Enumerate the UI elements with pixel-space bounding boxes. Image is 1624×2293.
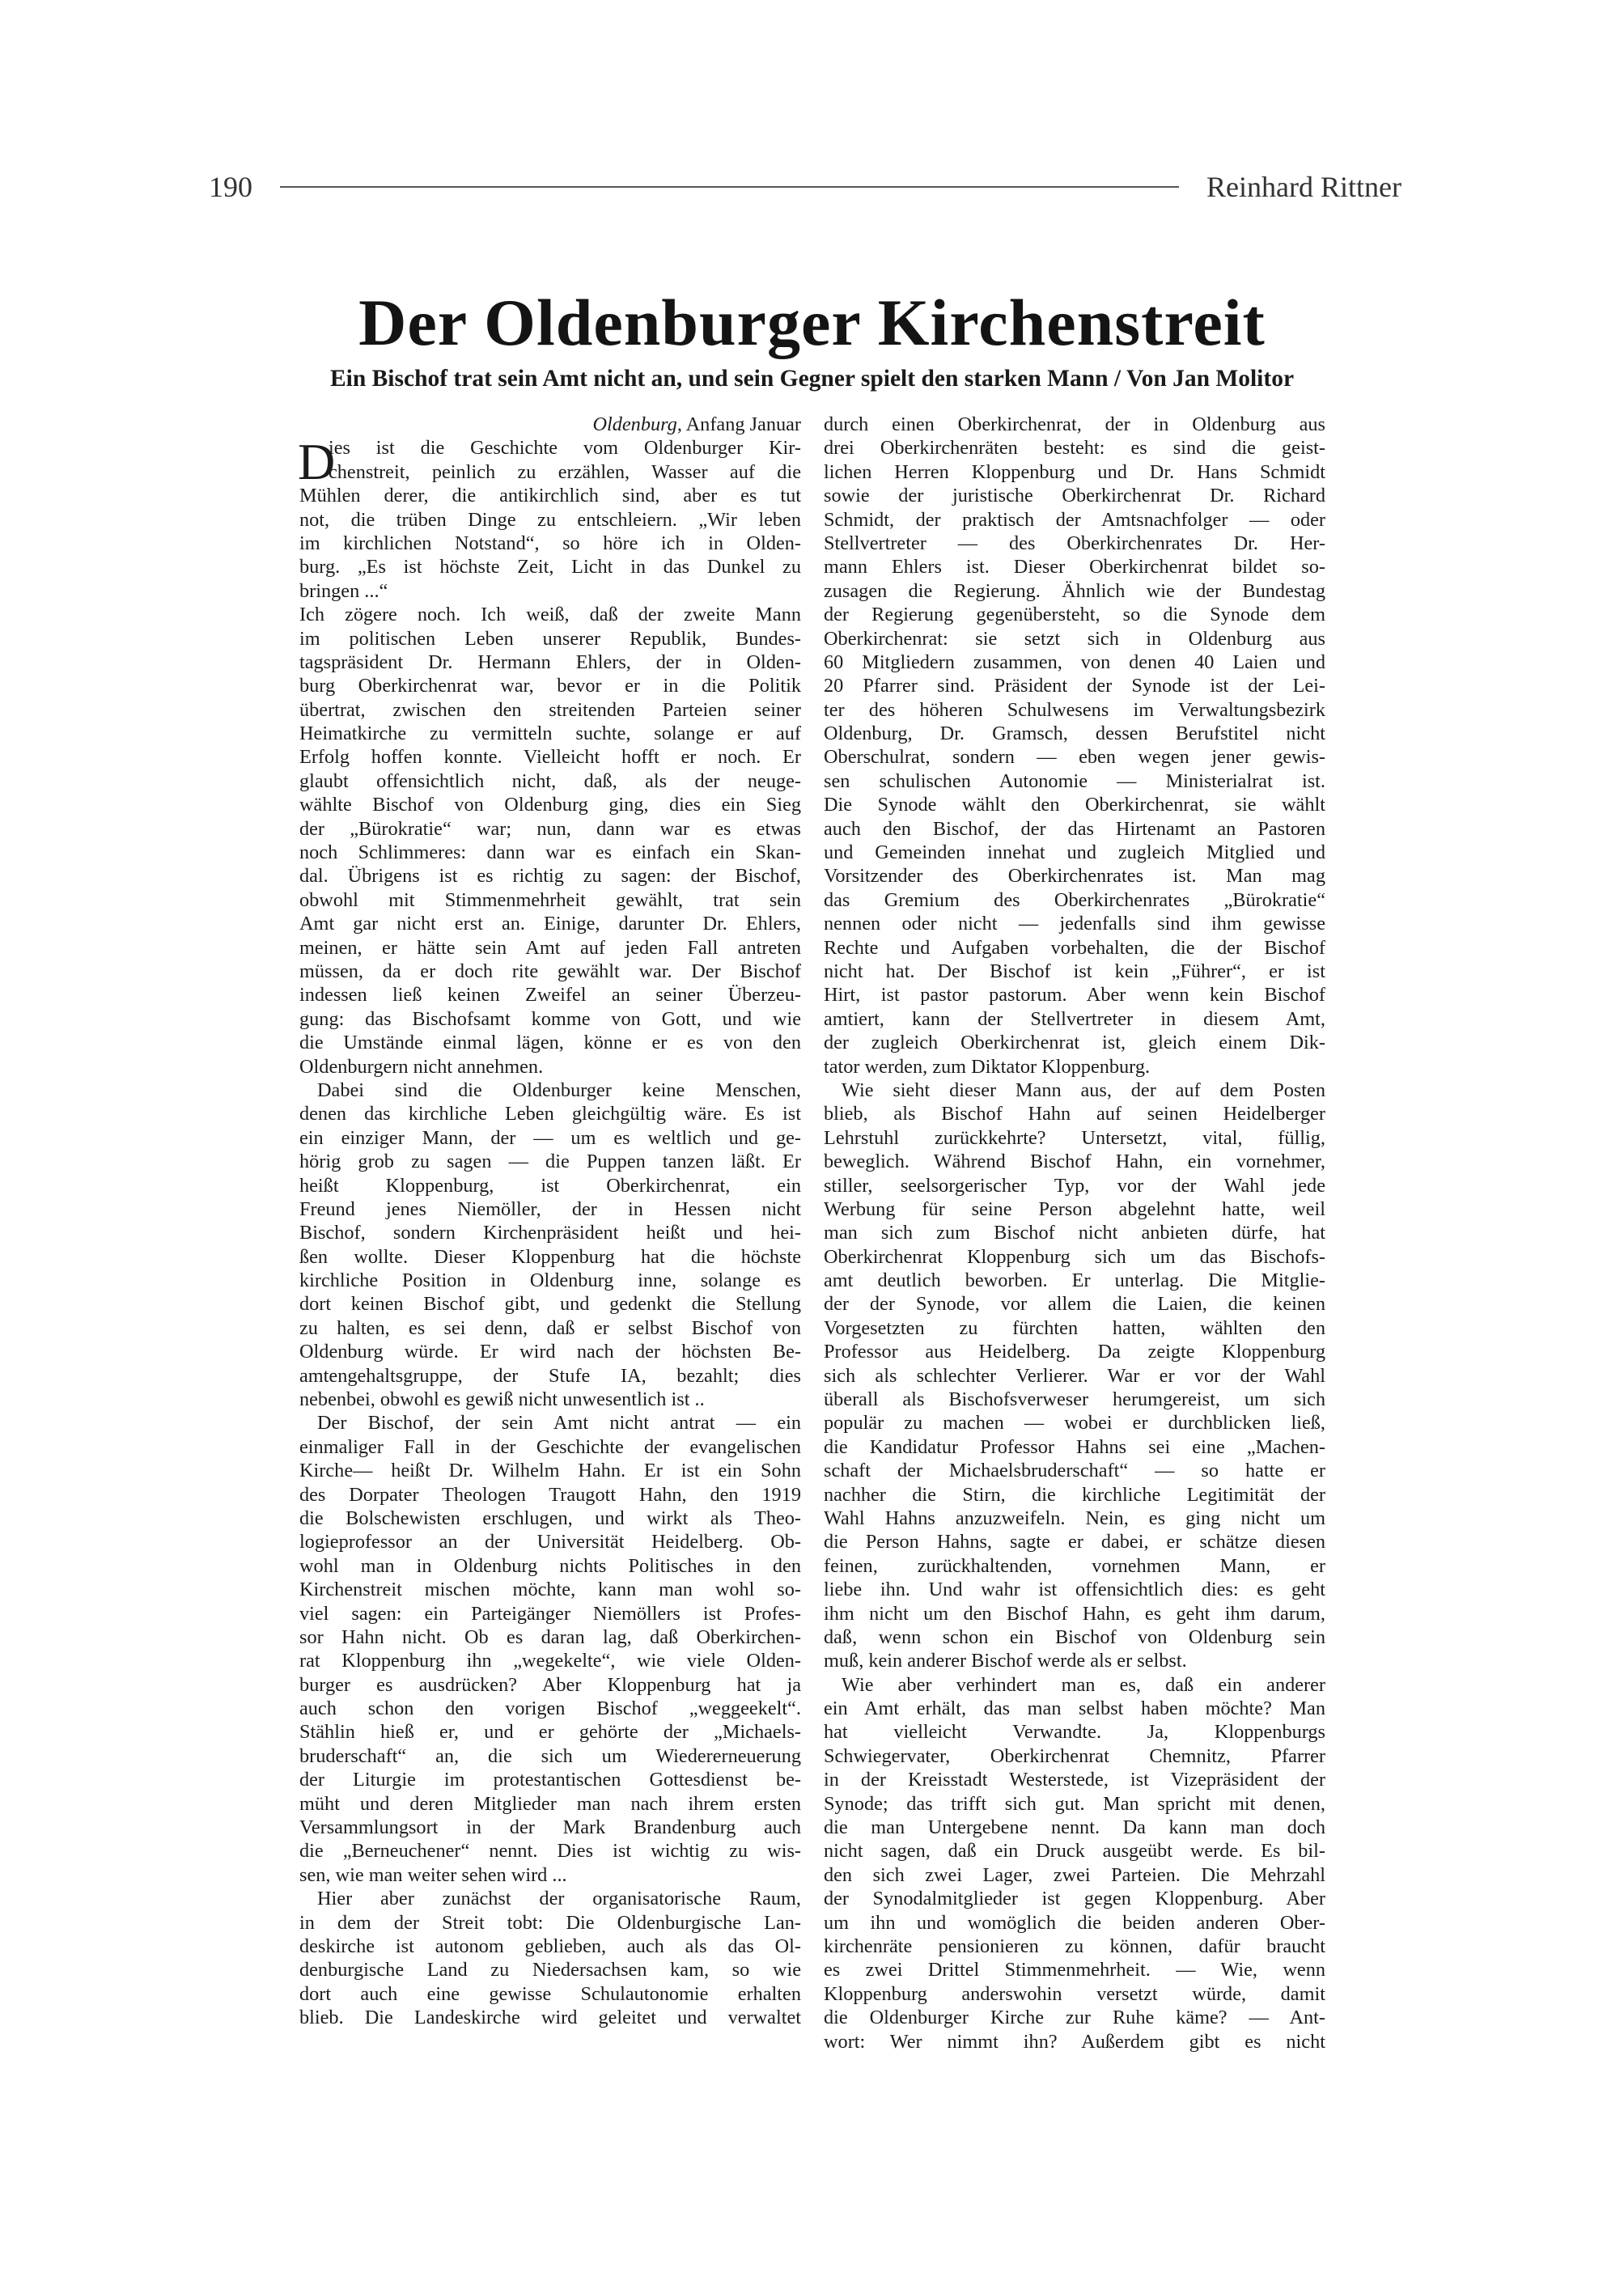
page-number: 190 [209, 171, 252, 203]
text-line: meinen, er hätte sein Amt auf jeden Fall antreten [299, 936, 801, 959]
text-line: kirchenräte pensionieren zu können, dafür braucht [824, 1935, 1325, 1957]
text-line: Oberschulrat, sondern — eben wegen jener gewis- [824, 746, 1325, 769]
text-line: chenstreit, peinlich zu erzählen, Wasser auf die [329, 460, 801, 483]
text-line: Wahl Hahns anzuzweifeln. Nein, es ging nicht um [824, 1507, 1325, 1529]
text-line: dort keinen Bischof gibt, und gedenkt die Stellung [299, 1293, 801, 1316]
text-line: Versammlungsort in der Mark Brandenburg auch [299, 1816, 801, 1839]
text-line: Oberkirchenrat: sie setzt sich in Oldenburg aus [824, 627, 1325, 650]
text-line: Hier aber zunächst der organisatorische Raum, [317, 1888, 801, 1910]
text-line: blieb, als Bischof Hahn auf seinen Heidelberger [824, 1103, 1325, 1125]
text-line: sen, wie man weiter sehen wird ... [299, 1863, 567, 1886]
text-line: im politischen Leben unserer Republik, Bundes- [299, 627, 801, 650]
text-line: Vorsitzender des Oberkirchenrates ist. Man mag [824, 865, 1325, 888]
text-line: Hirt, ist pastor pastorum. Aber wenn kein Bischof [824, 984, 1325, 1007]
text-line: feinen, zurückhaltenden, vornehmen Mann, er [824, 1554, 1325, 1577]
text-line: Wie aber verhindert man es, daß ein anderer [842, 1673, 1325, 1696]
text-line: liebe ihn. Und wahr ist offensichtlich dies: es geht [824, 1579, 1325, 1601]
text-line: die Person Hahns, sagte er dabei, er schätze diesen [824, 1531, 1325, 1553]
text-line: der Synodalmitglieder ist gegen Kloppenburg. Aber [824, 1888, 1325, 1910]
text-line: ßen wollte. Dieser Kloppenburg hat die höchste [299, 1245, 801, 1268]
text-line: drei Oberkirchenräten besteht: es sind die geist- [824, 437, 1325, 460]
text-line: wort: Wer nimmt ihn? Außerdem gibt es nicht [824, 2030, 1325, 2053]
text-line: dal. Übrigens ist es richtig zu sagen: der Bischof, [299, 865, 801, 888]
text-line: die man Untergebene nennt. Da kann man doch [824, 1816, 1325, 1839]
text-line: 20 Pfarrer sind. Präsident der Synode ist der Lei- [824, 675, 1325, 697]
text-line: tagspräsident Dr. Hermann Ehlers, der in Olden- [299, 651, 801, 673]
text-line: sowie der juristische Oberkirchenrat Dr. Richard [824, 485, 1325, 507]
text-line: nebenbei, obwohl es gewiß nicht unwesentlich ist .. [299, 1388, 705, 1411]
text-line: Oldenburg würde. Er wird nach der höchsten Be- [299, 1341, 801, 1363]
text-line: indessen ließ keinen Zweifel an seiner Überzeu- [299, 984, 801, 1007]
text-line: Oberkirchenrat Kloppenburg sich um das Bischofs- [824, 1245, 1325, 1268]
text-line: noch Schlimmeres: dann war es einfach ein Skan- [299, 841, 801, 864]
text-line: Oldenburgern nicht annehmen. [299, 1055, 544, 1078]
text-line: man sich zum Bischof nicht anbieten dürfe, hat [824, 1222, 1325, 1244]
text-line: die Oldenburger Kirche zur Ruhe käme? — Ant- [824, 2007, 1325, 2029]
text-line: zu halten, es sei denn, daß er selbst Bischof von [299, 1316, 801, 1339]
text-line: 60 Mitgliedern zusammen, von denen 40 Laien und [824, 651, 1325, 673]
running-head [209, 167, 1401, 207]
text-line: mann Ehlers ist. Dieser Oberkirchenrat bildet so- [824, 556, 1325, 579]
text-line: ter des höheren Schulwesens im Verwaltungsbezirk [824, 698, 1325, 721]
text-line: Schmidt, der praktisch der Amtsnachfolger — oder [824, 508, 1325, 531]
text-line: sen schulischen Autonomie — Ministerialrat ist. [824, 769, 1325, 792]
text-line: Werbung für seine Person abgelehnt hatte, weil [824, 1197, 1325, 1220]
text-line: Der Bischof, der sein Amt nicht antrat — ein [317, 1412, 801, 1435]
text-line: amtiert, kann der Stellvertreter in diesem Amt, [824, 1007, 1325, 1030]
text-line: wohl man in Oldenburg nichts Politisches in den [299, 1554, 801, 1577]
text-line: stiller, seelsorgerischer Typ, vor der Wahl jede [824, 1174, 1325, 1197]
text-line: amtengehaltsgruppe, der Stufe IA, bezahlt; dies [299, 1364, 801, 1387]
text-line: in der Kreisstadt Westerstede, ist Vizepräsident der [824, 1769, 1325, 1791]
text-line: bringen ...“ [299, 579, 388, 602]
text-line: lichen Herren Kloppenburg und Dr. Hans Schmidt [824, 460, 1325, 483]
text-line: der Liturgie im protestantischen Gottesdienst be- [299, 1769, 801, 1791]
text-line: in dem der Streit tobt: Die Oldenburgische Lan- [299, 1911, 801, 1934]
text-line: es zwei Drittel Stimmenmehrheit. — Wie, wenn [824, 1959, 1325, 1981]
text-line: muß, kein anderer Bischof werde als er selbst. [824, 1650, 1187, 1672]
text-line-content: ies ist die Geschichte vom Oldenburger Kir- [329, 437, 801, 460]
text-line: der zugleich Oberkirchenrat ist, gleich einem Dik- [824, 1032, 1325, 1054]
text-line: rat Kloppenburg ihn „wegekelte“, wie viele Olden- [299, 1650, 801, 1672]
text-line: nennen oder nicht — jedenfalls sind ihm gewisse [824, 913, 1325, 935]
text-line: kirchliche Position in Oldenburg inne, solange es [299, 1269, 801, 1292]
text-line: übertrat, zwischen den streitenden Parteien seiner [299, 698, 801, 721]
text-line: amt deutlich beworben. Er unterlag. Die Mitglie- [824, 1269, 1325, 1292]
text-line: Freund jenes Niemöller, der in Hessen nicht [299, 1197, 801, 1220]
text-line: viel sagen: ein Parteigänger Niemöllers ist Profes- [299, 1602, 801, 1625]
text-line: denburgische Land zu Niedersachsen kam, so wie [299, 1959, 801, 1981]
text-line: dort auch eine gewisse Schulautonomie erhalten [299, 1982, 801, 2005]
text-line: Heimatkirche zu vermitteln suchte, solange er auf [299, 723, 801, 745]
dateline [299, 413, 801, 436]
text-line: burg. „Es ist höchste Zeit, Licht in das Dunkel zu [299, 556, 801, 579]
text-line: burg Oberkirchenrat war, bevor er in die Politik [299, 675, 801, 697]
text-line: zusagen die Regierung. Ähnlich wie der Bundestag [824, 579, 1325, 602]
text-line: Stählin hieß er, und er gehörte der „Michaels- [299, 1721, 801, 1744]
text-line: burger es ausdrücken? Aber Kloppenburg hat ja [299, 1673, 801, 1696]
text-line: not, die trüben Dinge zu entschleiern. „Wir leben [299, 508, 801, 531]
text-line: Synode; das trifft sich gut. Man spricht mit denen, [824, 1792, 1325, 1815]
text-line: sor Hahn nicht. Ob es daran lag, daß Oberkirchen- [299, 1625, 801, 1648]
text-line: hörig grob zu sagen — die Puppen tanzen läßt. Er [299, 1151, 801, 1173]
text-line: populär zu machen — wobei er durchblicken ließ, [824, 1412, 1325, 1435]
text-line: bruderschaft“ an, die sich um Wiedererneuerung [299, 1744, 801, 1767]
text-line: Oldenburg, Dr. Gramsch, dessen Berufstitel nicht [824, 723, 1325, 745]
text-line: Kirche— heißt Dr. Wilhelm Hahn. Er ist ein Sohn [299, 1460, 801, 1482]
text-line: gung: das Bischofsamt komme von Gott, und wie [299, 1007, 801, 1030]
article-subtitle: Ein Bischof trat sein Amt nicht an, und sein Gegner spielt den starken Mann / Von Jan Molitor [329, 366, 1295, 392]
text-line: der „Bürokratie“ war; nun, dann war es etwas [299, 817, 801, 840]
text-line: hat vielleicht Verwandte. Ja, Kloppenburgs [824, 1721, 1325, 1744]
drop-cap: D [298, 433, 336, 491]
running-head-author: Reinhard Rittner [1206, 171, 1401, 203]
text-line: das Gremium des Oberkirchenrates „Bürokratie“ [824, 888, 1325, 911]
text-line: und Gemeinden innehat und zugleich Mitglied und [824, 841, 1325, 864]
text-line: daß, wenn schon ein Bischof von Oldenburg sein [824, 1625, 1325, 1648]
text-line: Schwiegervater, Oberkirchenrat Chemnitz, Pfarrer [824, 1744, 1325, 1767]
text-line: im kirchlichen Notstand“, so höre ich in Olden- [299, 532, 801, 554]
text-line: Ich zögere noch. Ich weiß, daß der zweite Mann [299, 604, 801, 626]
text-line: die Kandidatur Professor Hahns sei eine „Machen- [824, 1435, 1325, 1458]
text-line: Stellvertreter — des Oberkirchenrates Dr. Her- [824, 532, 1325, 554]
text-line: auch schon den vorigen Bischof „weggeekelt“. [299, 1697, 801, 1720]
text-line: durch einen Oberkirchenrat, der in Oldenburg aus [824, 413, 1325, 435]
text-line: logieprofessor an der Universität Heidelberg. Ob- [299, 1531, 801, 1553]
text-line: ihm nicht um den Bischof Hahn, es geht ihm darum, [824, 1602, 1325, 1625]
text-line: Bischof, sondern Kirchenpräsident heißt und hei- [299, 1222, 801, 1244]
text-line: Wie sieht dieser Mann aus, der auf dem Posten [842, 1079, 1325, 1101]
dateline-date: Anfang Januar [685, 413, 801, 435]
text-line: Lehrstuhl zurückkehrte? Untersetzt, vital, füllig, [824, 1126, 1325, 1149]
text-line: überall als Bischofsverweser herumgereist, um sich [824, 1388, 1325, 1411]
text-line: Vorgesetzten zu fürchten hatten, wählten den [824, 1316, 1325, 1339]
text-line: die „Berneuchener“ nennt. Dies ist wichtig zu wis- [299, 1840, 801, 1863]
text-line: nicht hat. Der Bischof ist kein „Führer“, er ist [824, 960, 1325, 982]
text-line: müht und deren Mitglieder man nach ihrem ersten [299, 1792, 801, 1815]
text-line: tator werden, zum Diktator Kloppenburg. [824, 1055, 1151, 1078]
text-line: beweglich. Während Bischof Hahn, ein vornehmer, [824, 1151, 1325, 1173]
text-line: ein Amt erhält, das man selbst haben möchte? Man [824, 1697, 1325, 1720]
text-line: denen das kirchliche Leben gleichgültig wäre. Es ist [299, 1103, 801, 1125]
text-line: schaft der Michaelsbruderschaft“ — so hatte er [824, 1460, 1325, 1482]
text-line: wählte Bischof von Oldenburg ging, dies ein Sieg [299, 794, 801, 816]
text-line: Amt gar nicht erst an. Einige, darunter Dr. Ehlers, [299, 913, 801, 935]
text-line: Kloppenburg anderswohin versetzt würde, damit [824, 1982, 1325, 2005]
text-line: Mühlen derer, die antikirchlich sind, aber es tut [299, 485, 801, 507]
text-line: sich als schlechter Verlierer. War er vor der Wahl [824, 1364, 1325, 1387]
text-line: Kirchenstreit mischen möchte, kann man wohl so- [299, 1579, 801, 1601]
text-line: Die Synode wählt den Oberkirchenrat, sie wählt [824, 794, 1325, 816]
text-line: heißt Kloppenburg, ist Oberkirchenrat, ein [299, 1174, 801, 1197]
text-line: müssen, da er doch rite gewählt war. Der Bischof [299, 960, 801, 982]
text-line: um ihn und womöglich die beiden anderen Ober- [824, 1911, 1325, 1934]
text-line: Dabei sind die Oldenburger keine Menschen, [317, 1079, 801, 1101]
article-column-left [299, 413, 801, 2030]
text-line: der der Synode, vor allem die Laien, die keinen [824, 1293, 1325, 1316]
text-line: auch den Bischof, der das Hirtenamt an Pastoren [824, 817, 1325, 840]
article-title: Der Oldenburger Kirchenstreit [358, 286, 1266, 359]
text-line: Professor aus Heidelberg. Da zeigte Kloppenburg [824, 1341, 1325, 1363]
text-line: einmaliger Fall in der Geschichte der evangelischen [299, 1435, 801, 1458]
text-line: die Umstände einmal lägen, könne er es von den [299, 1032, 801, 1054]
text-line: der Regierung gegenübersteht, so die Synode dem [824, 604, 1325, 626]
text-line: die Bolschewisten erschlugen, und wirkt als Theo- [299, 1507, 801, 1529]
text-line: obwohl mit Stimmenmehrheit gewählt, trat sein [299, 888, 801, 911]
text-line: Rechte und Aufgaben vorbehalten, die der Bischof [824, 936, 1325, 959]
text-line: ein einziger Mann, der — um es weltlich und ge- [299, 1126, 801, 1149]
text-line: Erfolg hoffen konnte. Vielleicht hofft er noch. Er [299, 746, 801, 769]
text-line: blieb. Die Landeskirche wird geleitet und verwaltet [299, 2007, 801, 2029]
text-line: deskirche ist autonom geblieben, auch als das Ol- [299, 1935, 801, 1957]
text-line: glaubt offensichtlich nicht, daß, als der neuge- [299, 769, 801, 792]
text-line: nicht sagen, daß ein Druck ausgeübt werde. Es bil- [824, 1840, 1325, 1863]
text-line: den sich zwei Lager, zwei Parteien. Die Mehrzahl [824, 1863, 1325, 1886]
dateline-place: Oldenburg, [592, 413, 682, 435]
text-line: des Dorpater Theologen Traugott Hahn, den 1919 [299, 1483, 801, 1506]
header-rule [280, 186, 1179, 188]
article-column-right [824, 413, 1325, 2054]
text-line: nachher die Stirn, die kirchliche Legitimität der [824, 1483, 1325, 1506]
